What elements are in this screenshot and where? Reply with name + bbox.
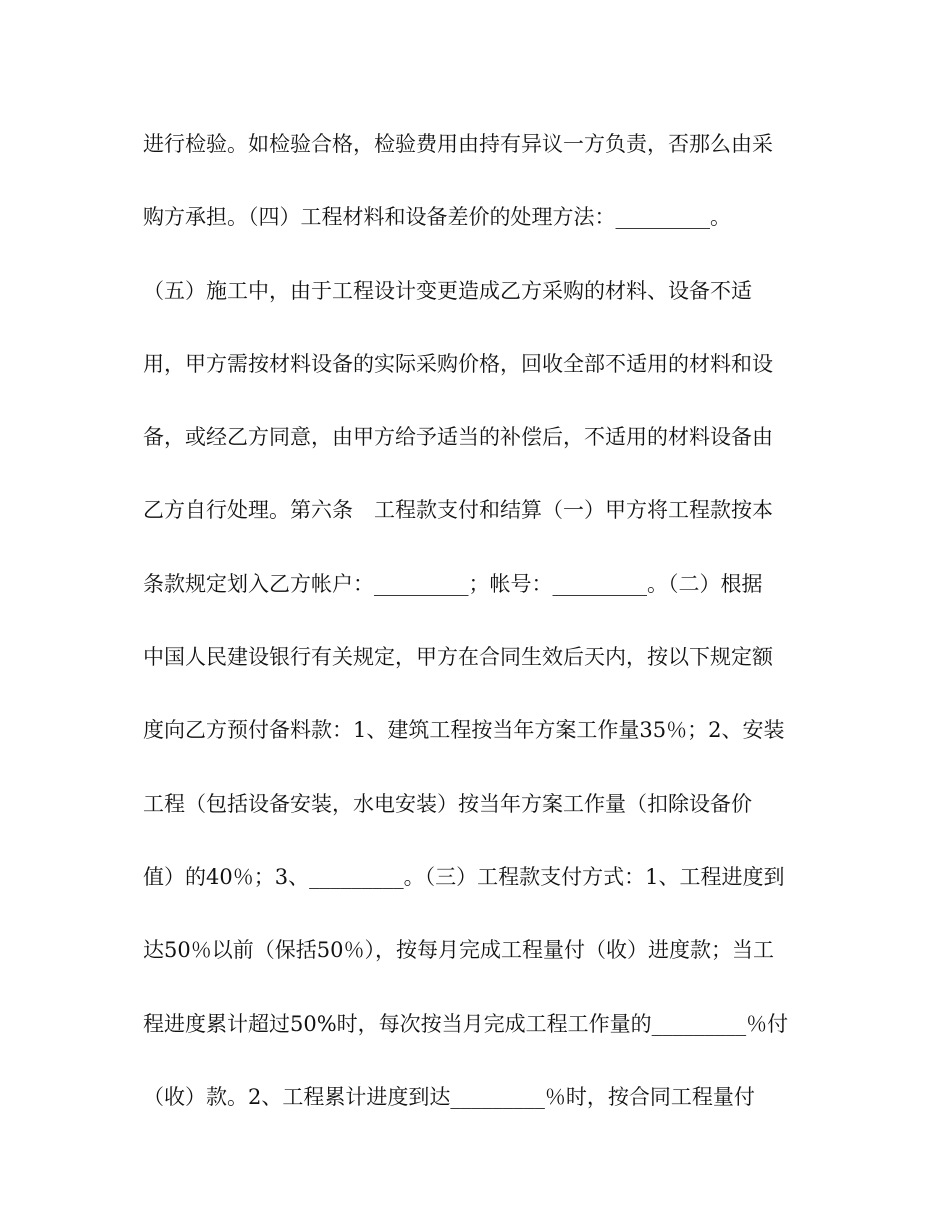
text-line: （五）施工中，由于工程设计变更造成乙方采购的材料、设备不适 [143, 278, 752, 303]
text-line: 度向乙方预付备料款：1、建筑工程按当年方案工作量35％；2、安装 [143, 718, 785, 743]
text-line: 中国人民建设银行有关规定，甲方在合同生效后天内，按以下规定额 [143, 645, 773, 670]
text-line: 程进度累计超过50%时，每次按当月完成工程工作量的_________％付 [143, 1011, 789, 1036]
text-line: 值）的40％；3、_________。（三）工程款支付方式：1、工程进度到 [143, 864, 785, 889]
text-line: 条款规定划入乙方帐户：_________；帐号：_________。（二）根据 [143, 571, 763, 596]
text-line: 达50％以前（保括50％），按每月完成工程量付（收）进度款；当工 [143, 938, 774, 963]
text-line: 乙方自行处理。第六条 工程款支付和结算（一）甲方将工程款按本 [143, 498, 773, 523]
text-line: （收）款。2、工程累计进度到达_________％时，按合同工程量付 [143, 1084, 755, 1109]
document-body [143, 121, 823, 1147]
text-line: 进行检验。如检验合格，检验费用由持有异议一方负责，否那么由采 [143, 132, 773, 156]
text-line: 购方承担。（四）工程材料和设备差价的处理方法：_________。 [143, 205, 731, 230]
text-line: 备，或经乙方同意，由甲方给予适当的补偿后，不适用的材料设备由 [143, 425, 773, 450]
text-line: 用，甲方需按材料设备的实际采购价格，回收全部不适用的材料和设 [143, 351, 773, 376]
text-line: 工程（包括设备安装，水电安装）按当年方案工作量（扣除设备价 [143, 791, 752, 816]
